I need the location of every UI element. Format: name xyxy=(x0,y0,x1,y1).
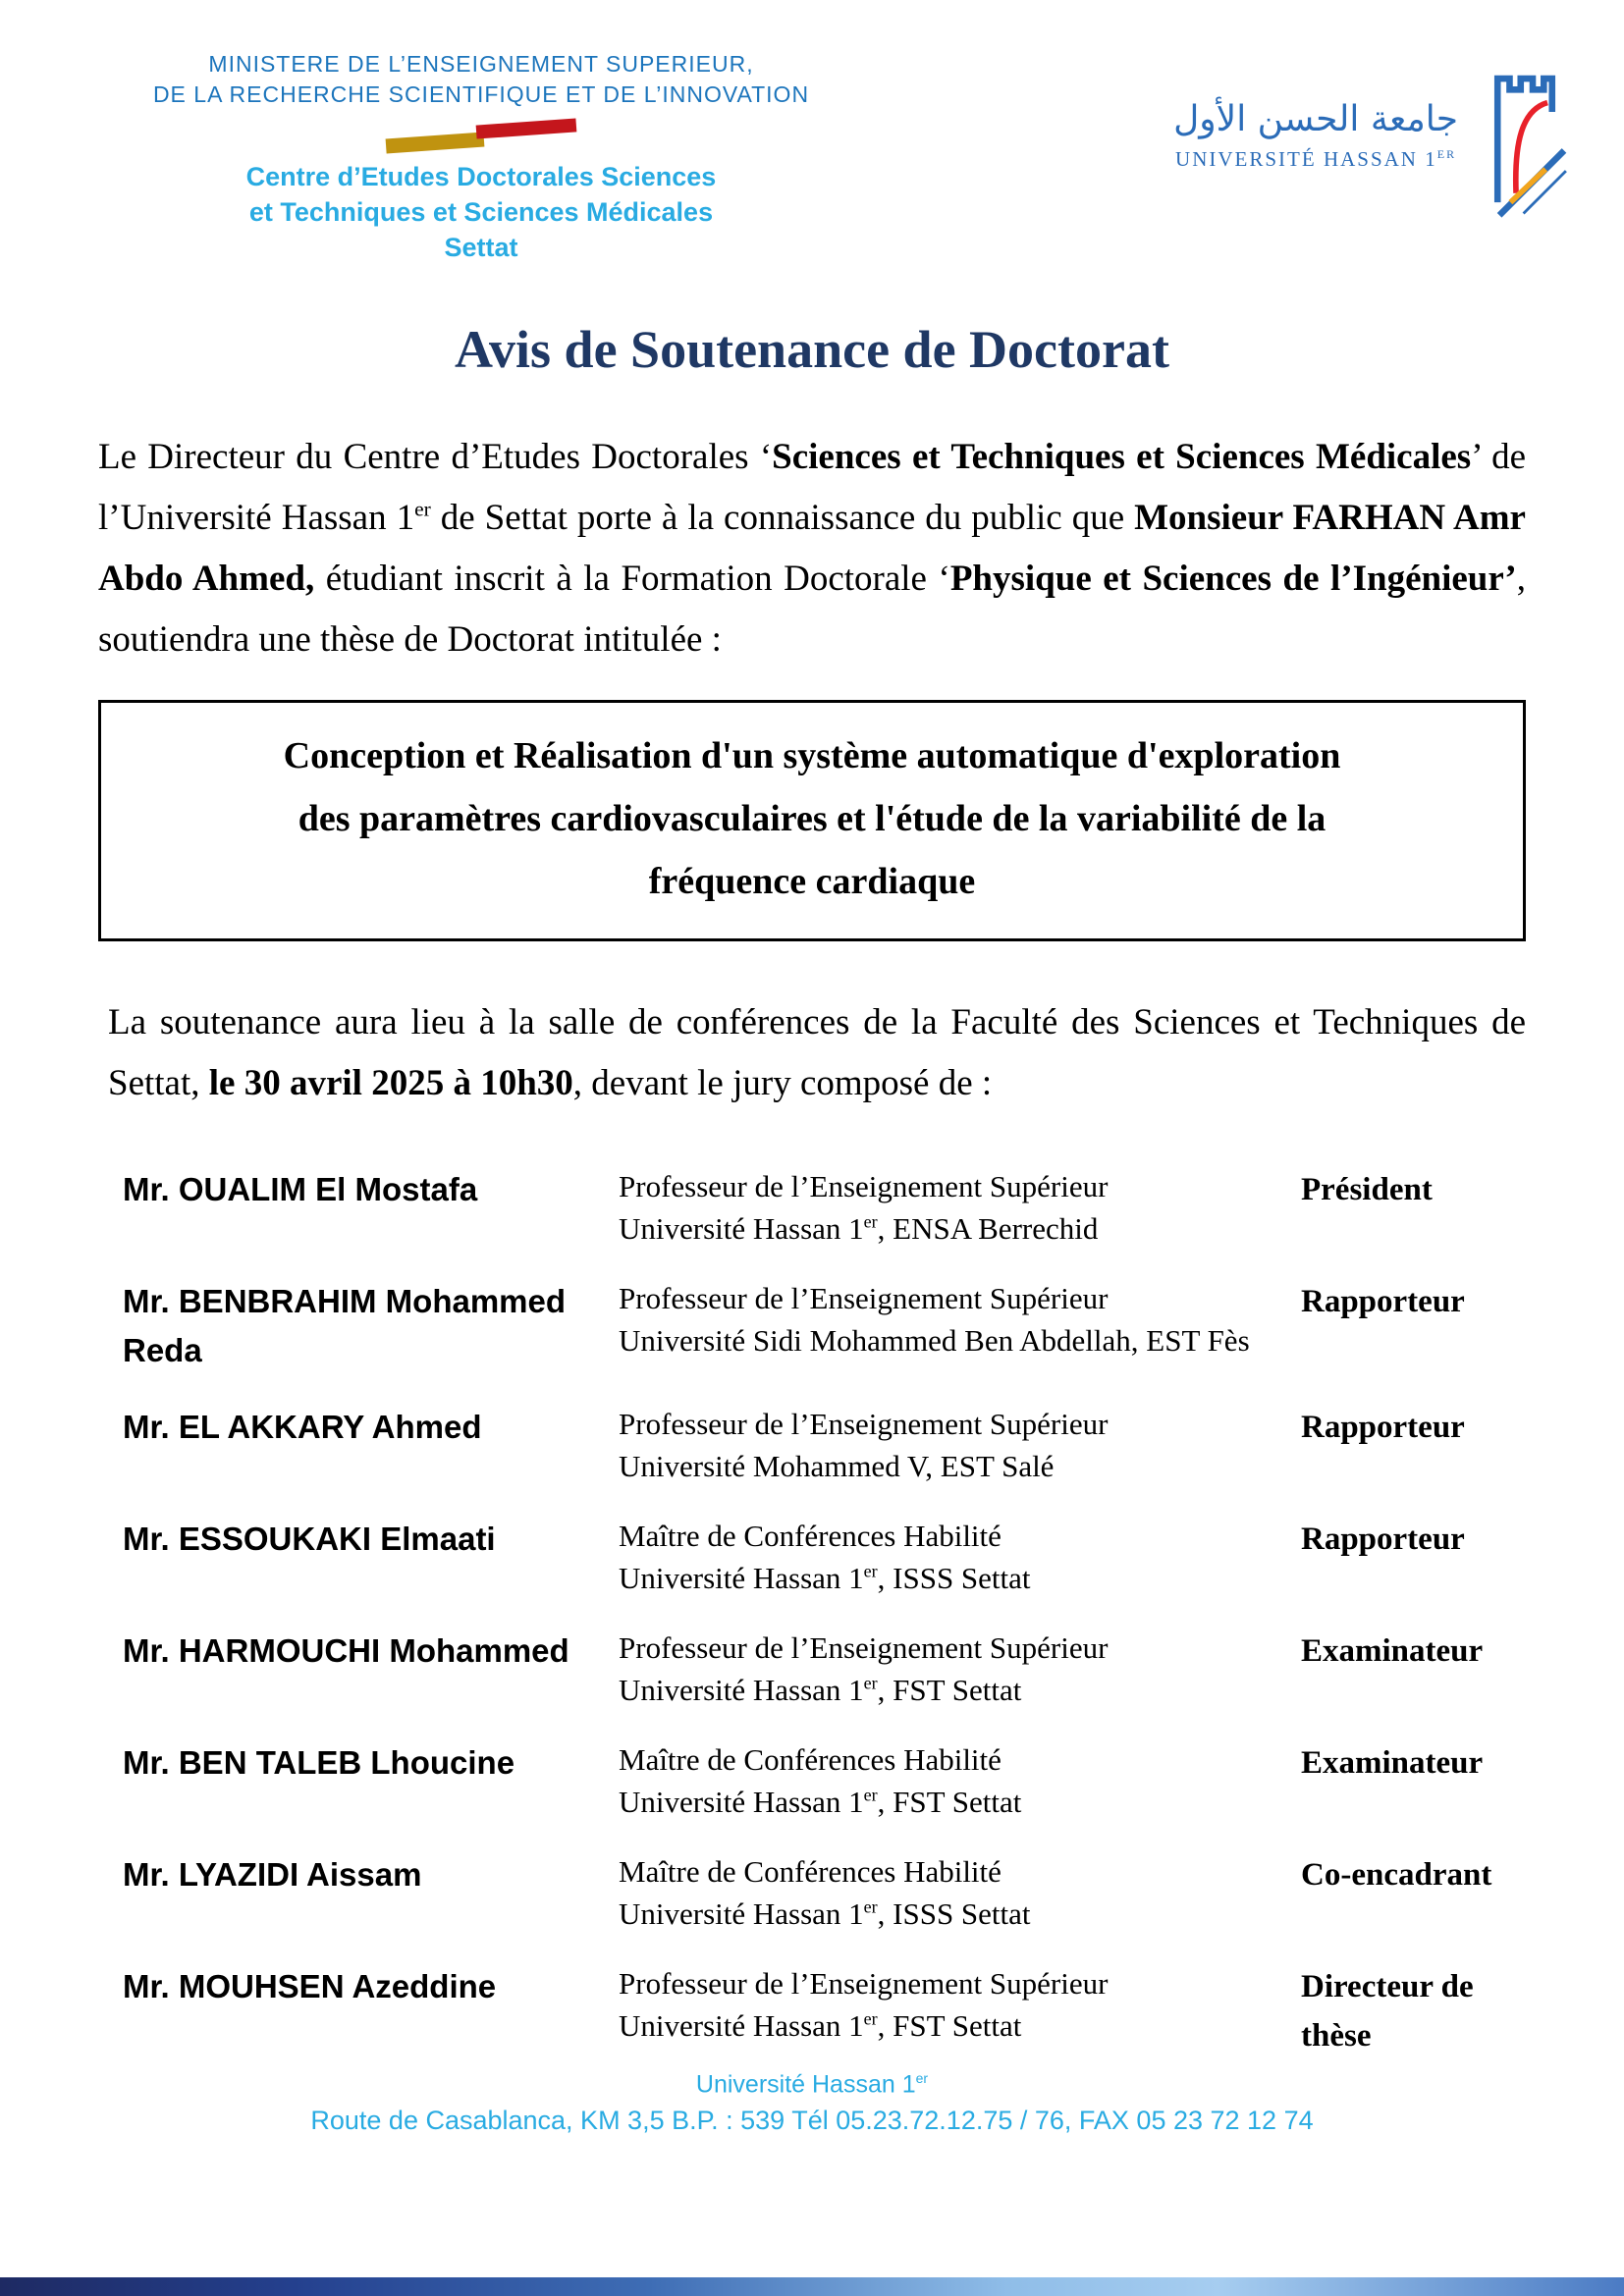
jury-member-affiliation xyxy=(619,1277,1301,1375)
ministry-line2: DE LA RECHERCHE SCIENTIFIQUE ET DE L’INNOVATION xyxy=(152,81,810,107)
footer-university-name-text: Université Hassan 1 xyxy=(695,2070,916,2099)
flag-gold-stripe xyxy=(386,133,485,154)
jury-member-role: Directeur de thèse xyxy=(1301,1969,1474,2054)
affiliation-sup: er xyxy=(863,2008,878,2029)
jury-member-name: Mr. BENBRAHIM Mohammed Reda xyxy=(123,1283,567,1368)
jury-member-role: Rapporteur xyxy=(1301,1284,1465,1319)
page-footer xyxy=(0,2061,1624,2140)
doctoral-formation-name: Physique et Sciences de l’Ingénieur’ xyxy=(949,559,1517,599)
jury-member-role: Co-encadrant xyxy=(1301,1857,1492,1893)
affiliation-university-text: Université Hassan 1 xyxy=(619,1785,864,1819)
affiliation-university-text: Université Hassan 1 xyxy=(619,1211,864,1246)
affiliation-university-text: , ISSS Settat xyxy=(877,1896,1031,1931)
affiliation-sup: er xyxy=(863,1561,878,1581)
university-name-latin-text: UNIVERSITÉ HASSAN 1 xyxy=(1175,147,1437,171)
flag-decoration xyxy=(378,120,584,155)
jury-member-role: Rapporteur xyxy=(1301,1522,1465,1557)
affiliation-university xyxy=(619,1669,1281,1711)
affiliation-title: Professeur de l’Enseignement Supérieur xyxy=(619,1630,1109,1665)
jury-member-role: Examinateur xyxy=(1301,1745,1484,1781)
tower-logo-icon xyxy=(1464,64,1570,221)
intro-text: Le Directeur du Centre d’Etudes Doctorales ‘ xyxy=(98,437,773,477)
affiliation-university-text: Université Hassan 1 xyxy=(619,2008,864,2043)
jury-member-name: Mr. LYAZIDI Aissam xyxy=(123,1856,422,1893)
jury-member-affiliation xyxy=(619,1850,1301,1935)
jury-member-name: Mr. ESSOUKAKI Elmaati xyxy=(123,1521,496,1557)
candidate-name: Monsieur FARHAN Amr Abdo Ahmed, xyxy=(98,498,1526,599)
affiliation-university xyxy=(619,1557,1281,1599)
jury-member-name: Mr. BEN TALEB Lhoucine xyxy=(123,1744,515,1781)
intro-text: de Settat porte à la connaissance du public que xyxy=(430,498,1135,538)
affiliation-title: Maître de Conférences Habilité xyxy=(619,1854,1001,1889)
jury-member-affiliation xyxy=(619,1738,1301,1823)
affiliation-title: Professeur de l’Enseignement Supérieur xyxy=(619,1407,1109,1441)
footer-gradient-bar xyxy=(0,2277,1624,2296)
affiliation-university-text: , FST Settat xyxy=(877,1673,1022,1707)
affiliation-university xyxy=(619,1781,1281,1823)
jury-table xyxy=(123,1165,1526,2060)
affiliation-university xyxy=(619,1207,1281,1250)
thesis-title-line2: des paramètres cardiovasculaires et l'étude de la variabilité de la xyxy=(298,798,1326,839)
defense-text: La soutenance aura lieu à la salle de conférences de la Faculté des Sciences et Techniques de Settat, xyxy=(108,1002,1526,1103)
jury-member-role: Président xyxy=(1301,1172,1433,1207)
affiliation-title: Professeur de l’Enseignement Supérieur xyxy=(619,1169,1109,1203)
jury-member-name: Mr. MOUHSEN Azeddine xyxy=(123,1968,497,2004)
intro-text: , soutiendra une thèse de Doctorat intitulée : xyxy=(98,559,1527,660)
affiliation-sup: er xyxy=(863,1673,878,1693)
affiliation-university xyxy=(619,1319,1281,1362)
intro-center-name: Sciences et Techniques et Sciences Médicales xyxy=(772,437,1472,477)
affiliation-university-text: Université Hassan 1 xyxy=(619,1673,864,1707)
jury-member-name: Mr. HARMOUCHI Mohammed xyxy=(123,1632,569,1669)
affiliation-title: Professeur de l’Enseignement Supérieur xyxy=(619,1966,1109,2001)
jury-member-affiliation xyxy=(619,1962,1301,2060)
defense-datetime: le 30 avril 2025 à 10h30 xyxy=(208,1063,573,1103)
affiliation-university-text: , ISSS Settat xyxy=(877,1561,1031,1595)
jury-member-affiliation xyxy=(619,1515,1301,1599)
thesis-title-line1: Conception et Réalisation d'un système automatique d'exploration xyxy=(283,735,1341,776)
jury-member-role: Examinateur xyxy=(1301,1633,1484,1669)
intro-text: ’ de l’Université Hassan 1 xyxy=(98,437,1527,538)
university-logo-text xyxy=(1173,64,1458,172)
thesis-title-line3: fréquence cardiaque xyxy=(648,861,976,902)
affiliation-university xyxy=(619,1445,1281,1487)
defense-info-paragraph xyxy=(108,992,1526,1114)
affiliation-university xyxy=(619,2004,1281,2047)
affiliation-title: Professeur de l’Enseignement Supérieur xyxy=(619,1281,1109,1315)
affiliation-title: Maître de Conférences Habilité xyxy=(619,1742,1001,1777)
affiliation-university-text: Université Hassan 1 xyxy=(619,1561,864,1595)
jury-member-affiliation xyxy=(619,1627,1301,1711)
footer-address: Route de Casablanca, KM 3,5 B.P. : 539 Tél 05.23.72.12.75 / 76, FAX 05 23 72 12 74 xyxy=(310,2106,1314,2136)
affiliation-sup: er xyxy=(863,1896,878,1917)
jury-member-role: Rapporteur xyxy=(1301,1410,1465,1445)
intro-paragraph xyxy=(98,427,1526,670)
footer-university-name xyxy=(0,2061,1624,2101)
affiliation-sup: er xyxy=(863,1785,878,1805)
affiliation-university-text: , FST Settat xyxy=(877,2008,1022,2043)
thesis-title-box xyxy=(98,700,1526,941)
jury-member-affiliation xyxy=(619,1165,1301,1250)
intro-text: étudiant inscrit à la Formation Doctorale ‘ xyxy=(314,559,950,599)
affiliation-university xyxy=(619,1893,1281,1935)
doctoral-center-line2: et Techniques et Sciences Médicales xyxy=(248,197,714,227)
jury-member-affiliation xyxy=(619,1403,1301,1487)
ministry-block xyxy=(88,49,874,265)
affiliation-university-text: , FST Settat xyxy=(877,1785,1022,1819)
affiliation-university-text: Université Sidi Mohammed Ben Abdellah, EST Fès xyxy=(619,1323,1250,1358)
university-name-latin xyxy=(1173,147,1458,172)
doctoral-center-line1: Centre d’Etudes Doctorales Sciences xyxy=(245,162,717,191)
affiliation-sup: er xyxy=(863,1211,878,1232)
footer-university-name-sup: er xyxy=(915,2070,929,2086)
defense-text: , devant le jury composé de : xyxy=(572,1063,993,1103)
page-title: Avis de Soutenance de Doctorat xyxy=(455,320,1169,379)
jury-member-name: Mr. OUALIM El Mostafa xyxy=(123,1171,478,1207)
affiliation-university-text: Université Mohammed V, EST Salé xyxy=(619,1449,1055,1483)
jury-member-name: Mr. EL AKKARY Ahmed xyxy=(123,1409,482,1445)
university-name-arabic: جامعة الحسن الأول xyxy=(1173,99,1458,139)
flag-red-stripe xyxy=(476,118,577,138)
affiliation-title: Maître de Conférences Habilité xyxy=(619,1519,1001,1553)
university-name-latin-sup: ER xyxy=(1436,147,1457,161)
intro-sup-er: er xyxy=(414,497,431,521)
affiliation-university-text: , ENSA Berrechid xyxy=(877,1211,1099,1246)
doctoral-center-line3: Settat xyxy=(444,233,518,262)
university-logo xyxy=(1173,49,1570,221)
ministry-line1: MINISTERE DE L’ENSEIGNEMENT SUPERIEUR, xyxy=(208,51,754,77)
affiliation-university-text: Université Hassan 1 xyxy=(619,1896,864,1931)
letterhead xyxy=(0,0,1624,265)
